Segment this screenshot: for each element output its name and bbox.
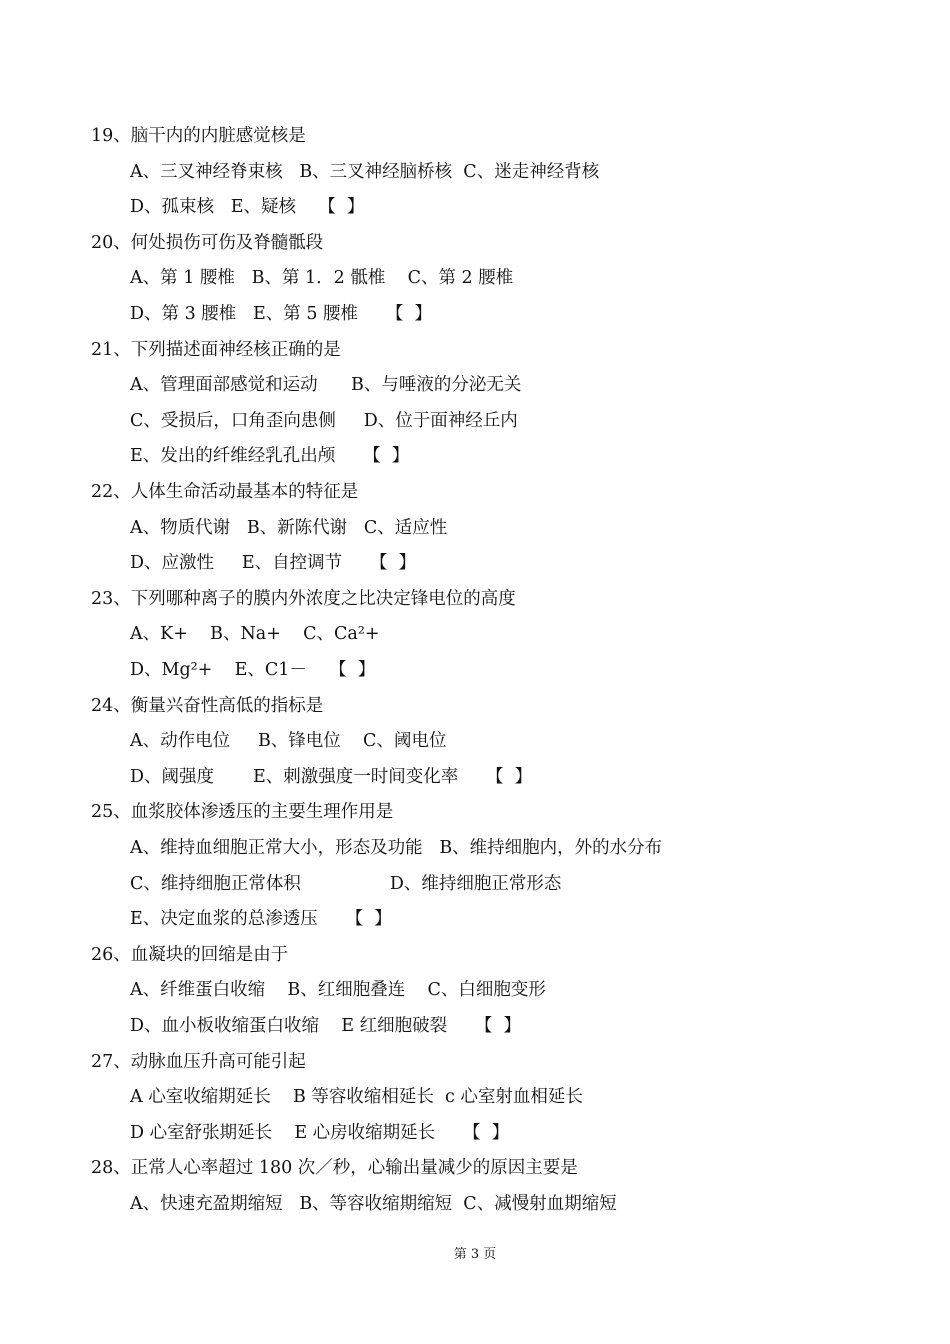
answer-options: A、管理面部感觉和运动 B、与唾液的分泌无关	[130, 375, 522, 395]
answer-options: A、三叉神经脊束核 B、三叉神经脑桥核 C、迷走神经背核	[130, 162, 600, 182]
question-stem: 24、衡量兴奋性高低的指标是	[91, 696, 324, 716]
question-stem: 22、人体生命活动最基本的特征是	[91, 482, 359, 502]
answer-options: A、动作电位 B、锋电位 C、阈电位	[130, 731, 447, 751]
question-stem: 21、下列描述面神经核正确的是	[91, 340, 341, 360]
question-stem: 28、正常人心率超过 180 次／秒，心输出量减少的原因主要是	[91, 1158, 578, 1178]
answer-options: A、纤维蛋白收缩 B、红细胞叠连 C、白细胞变形	[130, 980, 546, 1000]
question-stem: 27、动脉血压升高可能引起	[91, 1052, 306, 1072]
answer-options: D、第 3 腰椎 E、第 5 腰椎 【 】	[130, 304, 432, 324]
answer-options: D、阈强度 E、刺激强度一时间变化率 【 】	[130, 767, 533, 787]
answer-options: A、第 1 腰椎 B、第 1．2 骶椎 C、第 2 腰椎	[130, 268, 514, 288]
answer-options: C、维持细胞正常体积 D、维持细胞正常形态	[130, 874, 562, 894]
answer-options: C、受损后，口角歪向患侧 D、位于面神经丘内	[130, 411, 518, 431]
question-stem: 25、血浆胶体渗透压的主要生理作用是	[91, 802, 394, 822]
answer-options: A、K+ B、Na+ C、Ca²+	[130, 624, 380, 644]
question-stem: 19、脑干内的内脏感觉核是	[91, 126, 306, 146]
answer-options: D、孤束核 E、疑核 【 】	[130, 197, 365, 217]
answer-options: D、Mg²+ E、C1－ 【 】	[130, 660, 376, 680]
answer-options: D、血小板收缩蛋白收缩 E 红细胞破裂 【 】	[130, 1016, 522, 1036]
page-number: 第 3 页	[453, 1247, 497, 1262]
answer-options: D、应激性 E、自控调节 【 】	[130, 553, 417, 573]
answer-options: A 心室收缩期延长 B 等容收缩相延长 c 心室射血相延长	[130, 1087, 583, 1107]
answer-options: E、发出的纤维经乳孔出颅 【 】	[130, 446, 410, 466]
answer-options: A、快速充盈期缩短 B、等容收缩期缩短 C、减慢射血期缩短	[130, 1194, 617, 1214]
question-stem: 20、何处损伤可伤及脊髓骶段	[91, 233, 324, 253]
answer-options: D 心室舒张期延长 E 心房收缩期延长 【 】	[130, 1123, 510, 1143]
question-stem: 26、血凝块的回缩是由于	[91, 945, 289, 965]
answer-options: E、决定血浆的总渗透压 【 】	[130, 909, 392, 929]
answer-options: A、维持血细胞正常大小，形态及功能 B、维持细胞内，外的水分布	[130, 838, 663, 858]
question-stem: 23、下列哪种离子的膜内外浓度之比决定锋电位的高度	[91, 589, 516, 609]
answer-options: A、物质代谢 B、新陈代谢 C、适应性	[130, 518, 448, 538]
